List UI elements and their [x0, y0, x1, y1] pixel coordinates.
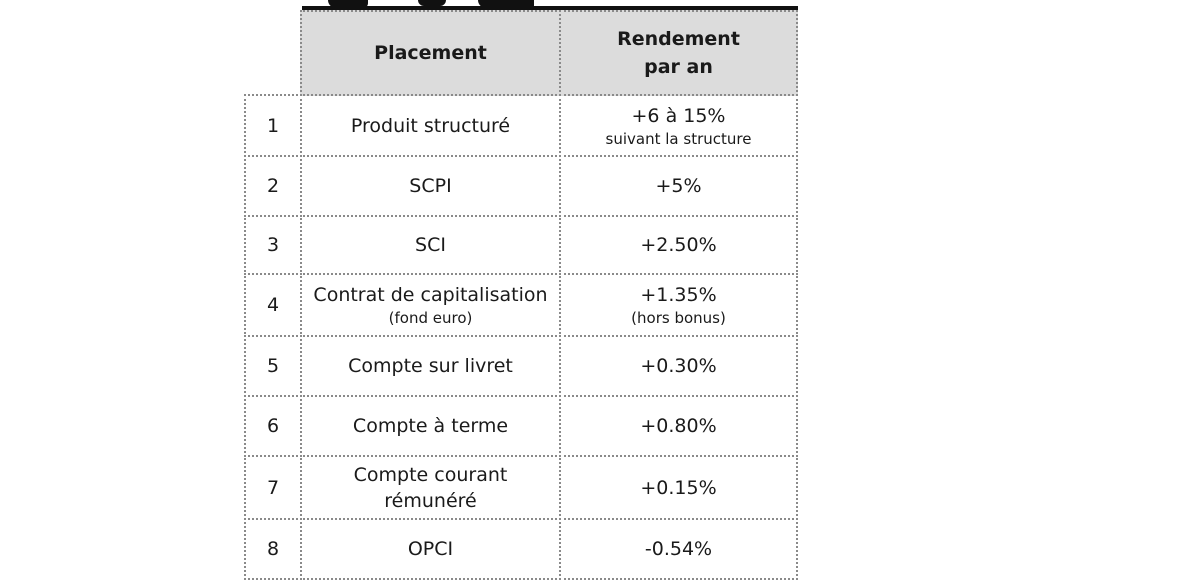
placement-label-line2: rémunéré	[384, 489, 477, 512]
placement-cell	[300, 273, 561, 337]
rendement-cell	[559, 215, 798, 275]
placement-label: Compte à terme	[352, 415, 509, 437]
rendement-value: +1.35%	[640, 284, 717, 306]
row-number-label: 8	[266, 538, 280, 560]
rendement-cell	[559, 395, 798, 457]
rendement-note: (hors bonus)	[631, 309, 726, 327]
header-rendement	[559, 10, 798, 96]
rendement-value: -0.54%	[644, 538, 713, 560]
placement-cell	[300, 518, 561, 580]
rendement-value: +2.50%	[640, 234, 717, 256]
placement-cell	[300, 335, 561, 397]
rendement-cell	[559, 273, 798, 337]
placement-label: Compte courant	[353, 463, 508, 486]
rendement-cell	[559, 94, 798, 157]
row-number	[244, 155, 302, 217]
row-number-label: 2	[266, 175, 280, 197]
placement-note: (fond euro)	[388, 309, 473, 327]
row-number-label: 4	[266, 294, 280, 316]
row-number	[244, 335, 302, 397]
row-number	[244, 518, 302, 580]
rendement-value: +0.15%	[640, 476, 717, 499]
placement-label: OPCI	[407, 538, 454, 560]
placement-cell	[300, 155, 561, 217]
rendement-cell	[559, 518, 798, 580]
header-placement	[300, 10, 561, 96]
rendement-value: +0.30%	[640, 355, 717, 377]
row-number	[244, 273, 302, 337]
rendement-cell	[559, 335, 798, 397]
row-number	[244, 395, 302, 457]
placement-label: Produit structuré	[350, 114, 511, 137]
rendement-cell	[559, 155, 798, 217]
rendement-value: +6 à 15%	[631, 104, 726, 127]
placement-cell	[300, 455, 561, 520]
header-placement-label: Placement	[374, 42, 487, 64]
rendement-note: suivant la structure	[605, 129, 752, 148]
row-number-label: 3	[266, 234, 280, 256]
row-number-label: 7	[266, 476, 280, 499]
placement-label: SCI	[415, 234, 446, 256]
rendement-value: +5%	[655, 175, 702, 197]
header-rendement-line1: Rendement	[617, 28, 740, 50]
rendement-value: +0.80%	[640, 415, 717, 437]
placement-cell	[300, 215, 561, 275]
row-number	[244, 94, 302, 157]
row-number	[244, 215, 302, 275]
row-number-label: 6	[266, 415, 280, 437]
placement-label: Contrat de capitalisation	[313, 284, 548, 306]
header-rendement-line2: par an	[644, 56, 713, 78]
row-number-label: 1	[266, 114, 280, 137]
row-number-label: 5	[266, 355, 280, 377]
placement-label: SCPI	[409, 175, 452, 197]
row-number	[244, 455, 302, 520]
placement-cell	[300, 395, 561, 457]
rendement-cell	[559, 455, 798, 520]
placement-cell	[300, 94, 561, 157]
placement-label: Compte sur livret	[348, 355, 513, 377]
